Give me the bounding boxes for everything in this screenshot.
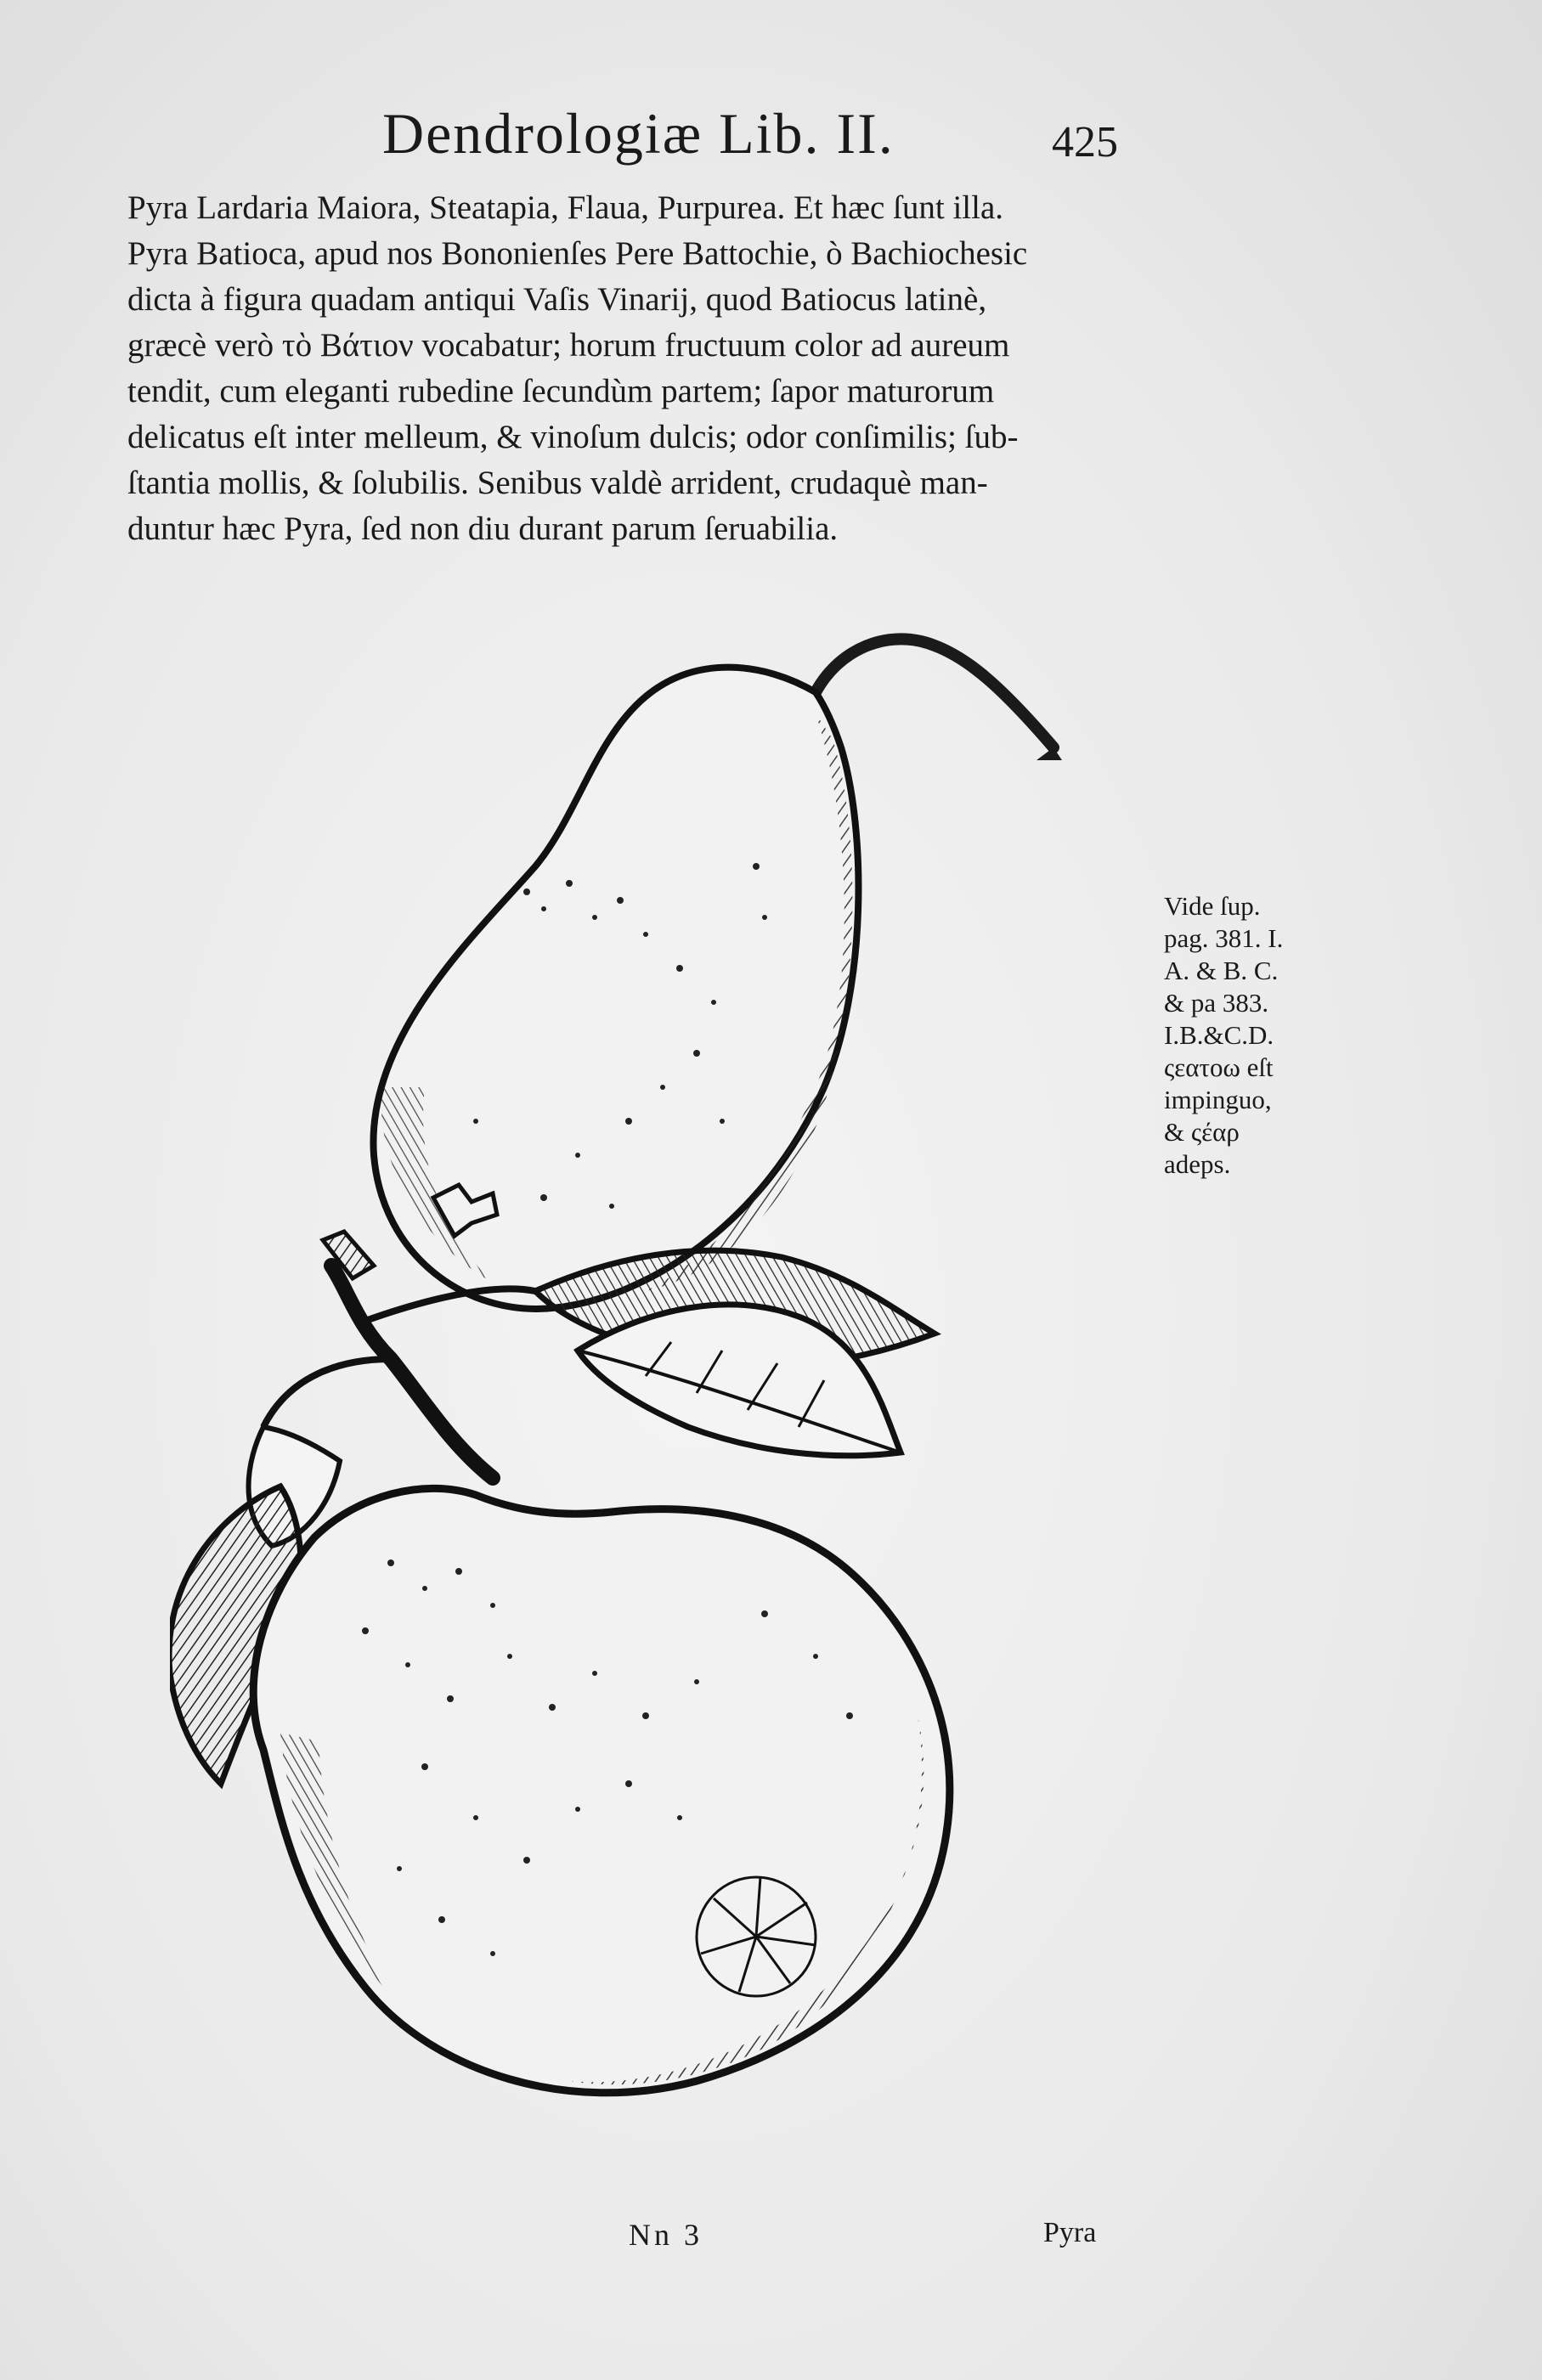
margin-line: ςεατοω eſt (1164, 1052, 1274, 1082)
margin-note (1164, 890, 1334, 1181)
margin-line: pag. 381. I. (1164, 923, 1284, 953)
catchword: Pyra (1043, 2217, 1097, 2248)
body-line: tendit, cum eleganti rubedine ſecundùm partem; ſapor maturorum (127, 373, 995, 409)
margin-line: impinguo, (1164, 1085, 1272, 1114)
signature-mark: Nn 3 (629, 2218, 703, 2252)
page-number: 425 (1052, 118, 1118, 166)
body-line: ſtantia mollis, & ſolubilis. Senibus valdè arrident, crudaquè man- (127, 465, 988, 501)
upper-pear (373, 668, 858, 1309)
body-line: græcè verò τὸ Βάτιον vocabatur; horum fructuum color ad aureum (127, 327, 1010, 364)
body-text (127, 185, 1164, 552)
body-line: duntur hæc Pyra, ſed non diu durant parum ſeruabilia. (127, 510, 839, 547)
running-title: Dendrologiæ Lib. II. (382, 101, 895, 166)
margin-line: & ςέαρ (1164, 1117, 1240, 1147)
body-line: Pyra Batioca, apud nos Bononienſes Pere Battochie, ò Bachiochesic (127, 235, 1028, 272)
upper-pear-stem (816, 639, 1053, 747)
body-line: delicatus eſt inter melleum, & vinoſum dulcis; odor conſimilis; ſub- (127, 419, 1019, 455)
margin-line: & pa 383. (1164, 988, 1269, 1018)
margin-line: adeps. (1164, 1149, 1231, 1179)
pear-woodcut-illustration (170, 612, 1147, 2132)
lower-pear (253, 1488, 950, 2092)
page-header (0, 100, 1542, 177)
body-line: Pyra Lardaria Maiora, Steatapia, Flaua, Purpurea. Et hæc ſunt illa. (127, 189, 1004, 226)
margin-line: I.B.&C.D. (1164, 1020, 1274, 1050)
margin-line: A. & B. C. (1164, 956, 1279, 985)
margin-line: Vide ſup. (1164, 891, 1261, 921)
body-line: dicta à figura quadam antiqui Vaſis Vinarij, quod Batiocus latinè, (127, 281, 987, 318)
